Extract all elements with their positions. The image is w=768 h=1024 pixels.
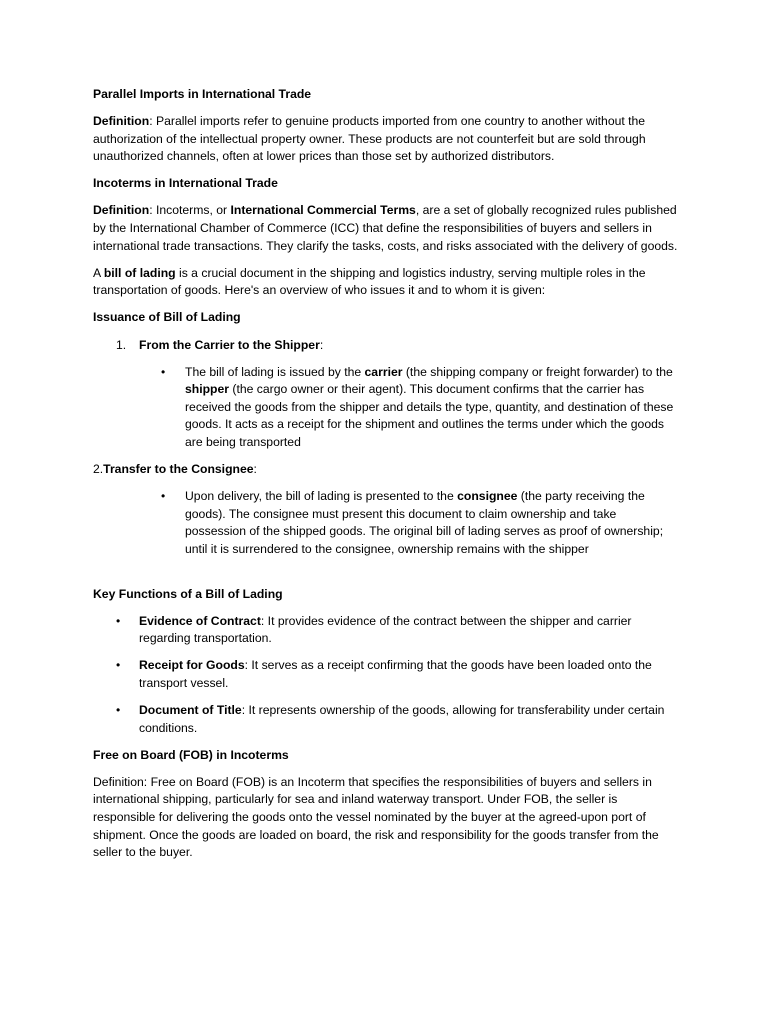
bullet-item: [93, 488, 678, 558]
intro-text: is a crucial document in the shipping and logistics industry, serving multiple roles in the transportation of goods. Here's an overview of who issues it and to whom it is given:: [93, 265, 646, 298]
bullet-text: (the shipping company or freight forwarder) to the: [402, 364, 673, 379]
bold-term: International Commercial Terms: [230, 203, 416, 218]
bullet-text: (the party receiving the goods). The consignee must present this document to claim ownership and take possession of the shipped goods. The original bill of lading serves as proof of ownership; until it is surrendered to the consignee, ownership remains with the shipper: [185, 489, 664, 556]
heading-fob: Free on Board (FOB) in Incoterms: [93, 747, 289, 762]
blank-space: [93, 559, 678, 586]
heading-key-functions: Key Functions of a Bill of Lading: [93, 586, 283, 601]
heading-issuance: Issuance of Bill of Lading: [93, 310, 241, 325]
numbered-item-2: [93, 461, 678, 479]
bullet-icon: •: [161, 489, 166, 504]
bullet-text: Upon delivery, the bill of lading is presented to the: [185, 489, 458, 504]
bold-term: bill of lading: [103, 265, 176, 280]
item-number: 2.: [93, 462, 104, 477]
item-title: Transfer to the Consignee: [103, 462, 254, 477]
bullet-item: [93, 657, 678, 692]
definition-text: , are a set of globally recognized rules published by the International Chamber of Commerce (ICC) that define the responsibilities of buyers and sellers in international trade transactions. They clarify the tasks, costs, and risks associated with the delivery of goods.: [93, 203, 678, 253]
definition-text: : Parallel imports refer to genuine products imported from one country to another without the authorization of the intellectual property owner. These products are not counterfeit but are sold through unauthorized channels, often at lower prices than those set by authorized distributors.: [93, 114, 646, 164]
item-colon: :: [319, 337, 324, 352]
bold-term: Receipt for Goods: [139, 658, 245, 673]
bullet-icon: •: [116, 703, 121, 718]
paragraph-fob-definition: Definition: Free on Board (FOB) is an Incoterm that specifies the responsibilities of buyers and sellers in international shipping, particularly for sea and inland waterway transport. Under FOB, the seller is responsible for delivering the goods onto the vessel nominated by the buyer at the agreed-upon port of shipment. Once the goods are loaded on board, the risk and responsibility for the goods transfer from the seller to the buyer.: [93, 774, 659, 860]
bullet-text: : It provides evidence of the contract between the shipper and carrier regarding transportation.: [139, 613, 632, 646]
bullet-icon: •: [116, 613, 121, 628]
bold-term: Document of Title: [139, 703, 242, 718]
bullet-text: : It represents ownership of the goods, allowing for transferability under certain conditions.: [139, 703, 665, 735]
paragraph-parallel-imports-definition: [93, 113, 678, 166]
bold-term: shipper: [185, 382, 230, 397]
item-number: 1.: [116, 337, 127, 352]
paragraph-incoterms-definition: [93, 202, 678, 255]
bullet-text: : It serves as a receipt confirming that the goods have been loaded onto the transport vessel.: [139, 658, 652, 690]
bullet-item: [93, 613, 678, 648]
item-colon: :: [253, 462, 257, 477]
bullet-item: [93, 702, 678, 737]
bold-term: carrier: [364, 364, 403, 379]
definition-label: Definition: [93, 203, 150, 218]
item-title: From the Carrier to the Shipper: [139, 337, 320, 352]
bullet-text: (the cargo owner or their agent). This document confirms that the carrier has received the goods from the shipper and details the type, quantity, and destination of these goods. It acts as a receipt for the shipment and outlines the terms under which the goods are being transported: [185, 382, 674, 449]
bullet-item: [93, 364, 678, 452]
document-page: [93, 86, 678, 862]
bold-term: consignee: [457, 489, 518, 504]
heading-incoterms: Incoterms in International Trade: [93, 176, 278, 191]
bold-term: Evidence of Contract: [139, 613, 261, 628]
heading-parallel-imports: Parallel Imports in International Trade: [93, 87, 312, 101]
definition-label: Definition: [93, 114, 150, 129]
bullet-text: The bill of lading is issued by the: [185, 364, 365, 379]
paragraph-bill-of-lading-intro: [93, 265, 678, 300]
bullet-icon: •: [161, 364, 166, 379]
numbered-item-1: [93, 337, 678, 355]
intro-text: A: [93, 265, 104, 280]
bullet-icon: •: [116, 658, 121, 673]
definition-text: : Incoterms, or: [149, 203, 231, 218]
